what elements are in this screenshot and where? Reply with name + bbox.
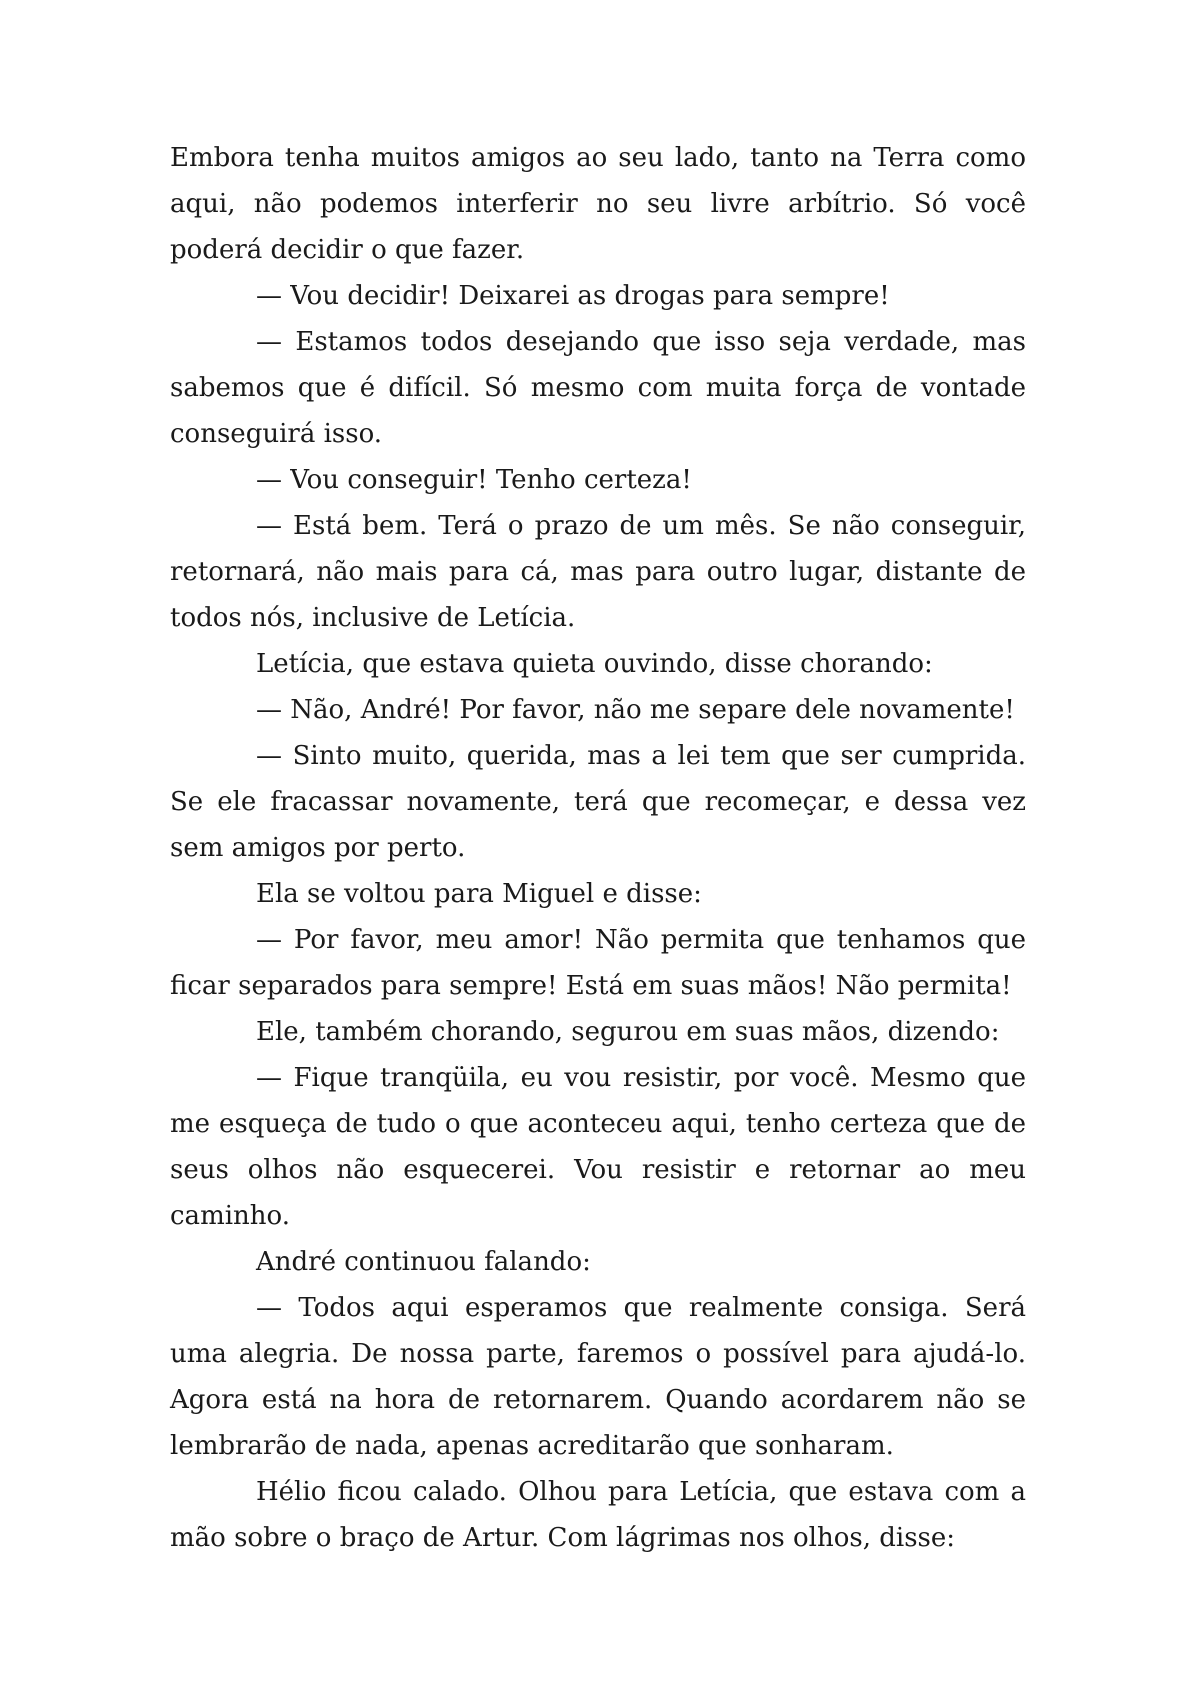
paragraph: Hélio ficou calado. Olhou para Letícia, que estava com a mão sobre o braço de Artur. Com lágrimas nos olhos, disse: bbox=[170, 1477, 1026, 1553]
paragraph: Letícia, que estava quieta ouvindo, disse chorando: bbox=[256, 649, 933, 679]
paragraph: André continuou falando: bbox=[256, 1247, 591, 1277]
paragraph: Ele, também chorando, segurou em suas mãos, dizendo: bbox=[256, 1017, 1000, 1047]
paragraph: — Não, André! Por favor, não me separe dele novamente! bbox=[256, 695, 1015, 725]
paragraph: — Por favor, meu amor! Não permita que tenhamos que ficar separados para sempre! Está em suas mãos! Não permita! bbox=[170, 925, 1026, 1001]
paragraph: Embora tenha muitos amigos ao seu lado, tanto na Terra como aqui, não podemos interferir no seu livre arbítrio. Só você poderá decidir o que fazer. bbox=[170, 143, 1026, 265]
paragraph: — Estamos todos desejando que isso seja verdade, mas sabemos que é difícil. Só mesmo com muita força de vontade conseguirá isso. bbox=[170, 327, 1026, 449]
paragraph: — Vou conseguir! Tenho certeza! bbox=[256, 465, 692, 495]
paragraph: Ela se voltou para Miguel e disse: bbox=[256, 879, 702, 909]
paragraph: — Vou decidir! Deixarei as drogas para sempre! bbox=[256, 281, 890, 311]
body-text bbox=[170, 135, 1026, 1561]
paragraph: — Sinto muito, querida, mas a lei tem que ser cumprida. Se ele fracassar novamente, terá que recomeçar, e dessa vez sem amigos por perto. bbox=[170, 741, 1026, 863]
paragraph: — Fique tranqüila, eu vou resistir, por você. Mesmo que me esqueça de tudo o que aconteceu aqui, tenho certeza que de seus olhos não esquecerei. Vou resistir e retornar ao meu caminho. bbox=[170, 1063, 1026, 1231]
paragraph: — Está bem. Terá o prazo de um mês. Se não conseguir, retornará, não mais para cá, mas para outro lugar, distante de todos nós, inclusive de Letícia. bbox=[170, 511, 1026, 633]
paragraph: — Todos aqui esperamos que realmente consiga. Será uma alegria. De nossa parte, faremos o possível para ajudá-lo. Agora está na hora de retornarem. Quando acordarem não se lembrarão de nada, apenas acreditarão que sonharam. bbox=[170, 1293, 1026, 1461]
